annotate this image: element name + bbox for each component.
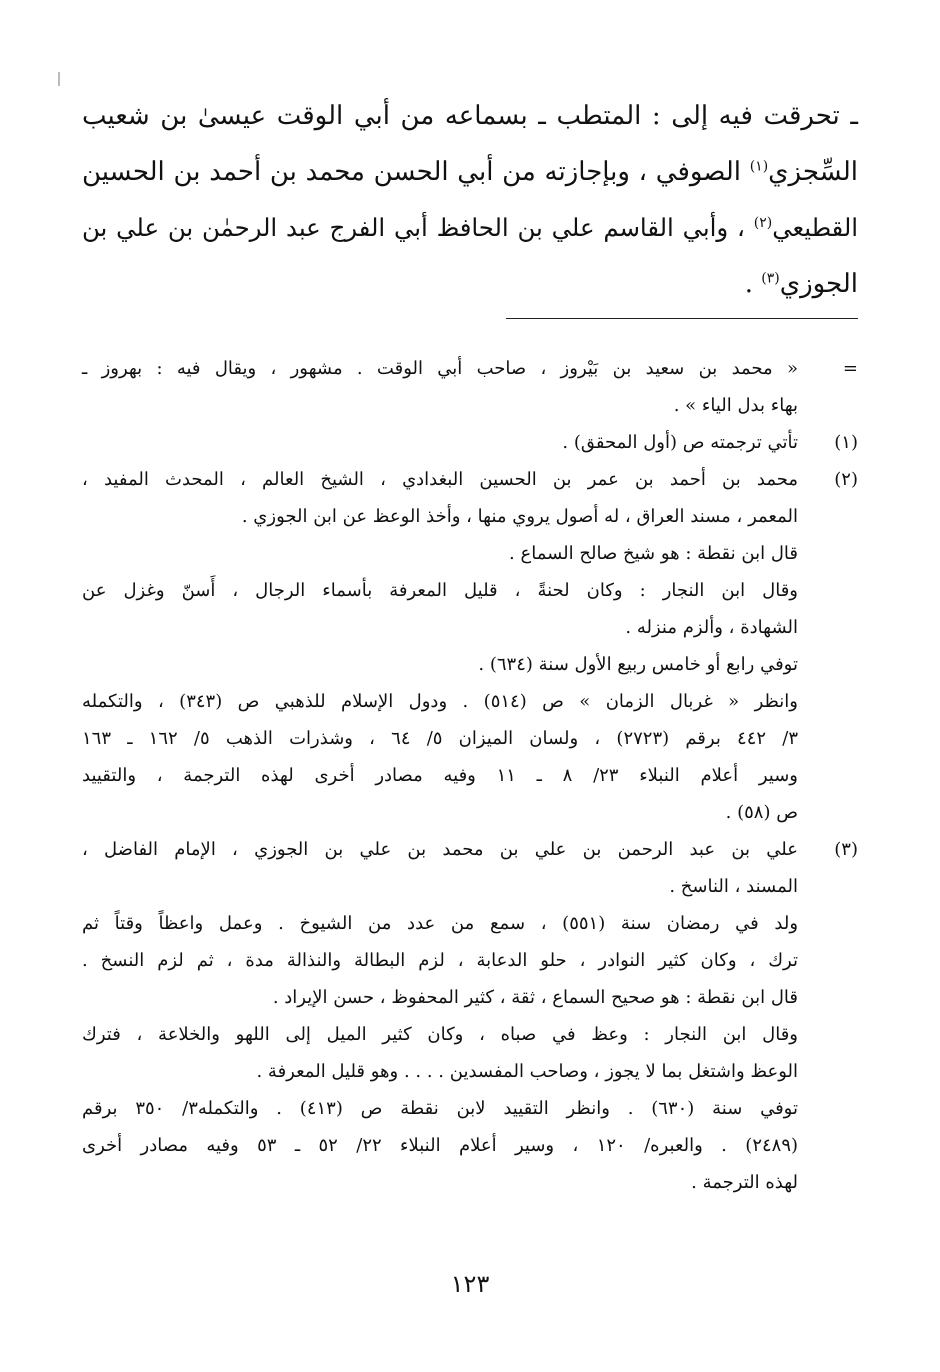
footnote-line: توفي سنة (٦٣٠) . وانظر التقييد لابن نقطة ص (٤١٣) . والتكمله٣/ ٣٥٠ برقم — [82, 1098, 798, 1119]
footnote-separator — [506, 318, 858, 319]
main-text-segment: الصوفي ، وبإجازته من أبي الحسن محمد بن أحمد بن الحسين — [82, 157, 750, 187]
page-number: ١٢٣ — [450, 1270, 490, 1298]
footnote-continuation — [82, 350, 858, 424]
footnote-marker: (٣) — [834, 839, 858, 860]
footnote-line: علي بن عبد الرحمن بن علي بن محمد بن علي بن الجوزي ، الإمام الفاضل ، — [82, 839, 798, 860]
footnote-line: المعمر ، مسند العراق ، له أصول يروي منها ، وأخذ الوعظ عن ابن الجوزي . — [241, 506, 798, 527]
footnote-line: وقال ابن النجار : وكان لحنةً ، قليل المعرفة بأسماء الرجال ، أَسنّ وغزل عن — [82, 580, 798, 601]
footnote-3 — [82, 831, 858, 1201]
footnote-line: ولد في رمضان سنة (٥٥١) ، سمع من عدد من الشيوخ . وعمل واعظاً وقتاً ثم — [82, 913, 799, 934]
main-text-line — [82, 256, 858, 312]
footnote-line: توفي رابع أو خامس ربيع الأول سنة (٦٣٤) . — [478, 654, 798, 675]
footnotes-section — [82, 350, 858, 1201]
footnote-line: الشهادة ، وألزم منزله . — [625, 617, 798, 638]
footnote-line: قال ابن نقطة : هو صحيح السماع ، ثقة ، كثير المحفوظ ، حسن الإيراد . — [272, 987, 798, 1008]
margin-mark — [58, 72, 60, 86]
footnote-line: ص (٥٨) . — [725, 802, 798, 823]
footnote-line: وقال ابن النجار : وعظ في صباه ، وكان كثير الميل إلى اللهو والخلاعة ، فترك — [82, 1024, 798, 1045]
footnote-line: تأتي ترجمته ص (أول المحقق) . — [562, 432, 798, 453]
footnote-line: قال ابن نقطة : هو شيخ صالح السماع . — [509, 543, 798, 564]
footnote-marker: (١) — [834, 432, 858, 453]
footnote-reference-3[interactable]: (٣) — [761, 270, 780, 287]
main-text-block — [82, 88, 858, 312]
footnote-reference-2[interactable]: (٢) — [753, 214, 773, 231]
footnote-line: محمد بن أحمد بن عمر بن الحسين البغدادي ، الشيخ العالم ، المحدث المفيد ، — [82, 469, 798, 490]
main-text-line — [82, 88, 858, 144]
footnote-line: الوعظ واشتغل بما لا يجوز ، وصاحب المفسدين . . . . وهو قليل المعرفة . — [256, 1061, 798, 1082]
footnote-line: لهذه الترجمة . — [691, 1172, 798, 1193]
footnote-line: وسير أعلام النبلاء ٢٣/ ٨ ـ ١١ وفيه مصادر أخرى لهذه الترجمة ، والتقييد — [82, 765, 798, 786]
main-text-line — [82, 144, 858, 200]
footnote-line: المسند ، الناسخ . — [669, 876, 798, 897]
footnote-reference-1[interactable]: (١) — [749, 158, 769, 175]
main-text-segment: . — [744, 269, 762, 299]
main-text-segment: الجوزي — [779, 269, 858, 299]
main-text-segment: القطيعي — [772, 213, 858, 242]
footnote-2 — [82, 461, 858, 831]
footnote-line: « محمد بن سعيد بن بَيْروز ، صاحب أبي الوقت . مشهور ، ويقال فيه : بهروز ـ — [82, 358, 798, 379]
main-text-segment: ـ تحرقت فيه إلى : المتطب ـ بسماعه من أبي الوقت عيسىٰ بن شعيب — [82, 101, 858, 131]
main-text-line — [82, 200, 858, 256]
main-text-segment: ، وأبي القاسم علي بن الحافظ أبي الفرج عبد الرحمٰن بن علي بن — [82, 213, 754, 242]
footnote-1 — [82, 424, 858, 461]
footnote-line: وانظر « غربال الزمان » ص (٥١٤) . ودول الإسلام للذهبي ص (٣٤٣) ، والتكمله — [82, 691, 798, 712]
footnote-line: ٣/ ٤٤٢ برقم (٢٧٢٣) ، ولسان الميزان ٥/ ٦٤ ، وشذرات الذهب ٥/ ١٦٢ ـ ١٦٣ — [82, 728, 798, 749]
footnote-line: (٢٤٨٩) . والعبره/ ١٢٠ ، وسير أعلام النبلاء ٢٢/ ٥٢ ـ ٥٣ وفيه مصادر أخرى — [82, 1135, 799, 1156]
footnote-marker: (٢) — [834, 469, 858, 490]
footnote-marker: = — [842, 358, 858, 379]
footnote-line: بهاء بدل الياء » . — [673, 395, 798, 416]
footnote-line: ترك ، وكان كثير النوادر ، حلو الدعابة ، لزم البطالة والنذالة مدة ، ثم لزم النسخ . — [82, 950, 798, 971]
main-text-segment: السِّجزي — [768, 157, 858, 187]
